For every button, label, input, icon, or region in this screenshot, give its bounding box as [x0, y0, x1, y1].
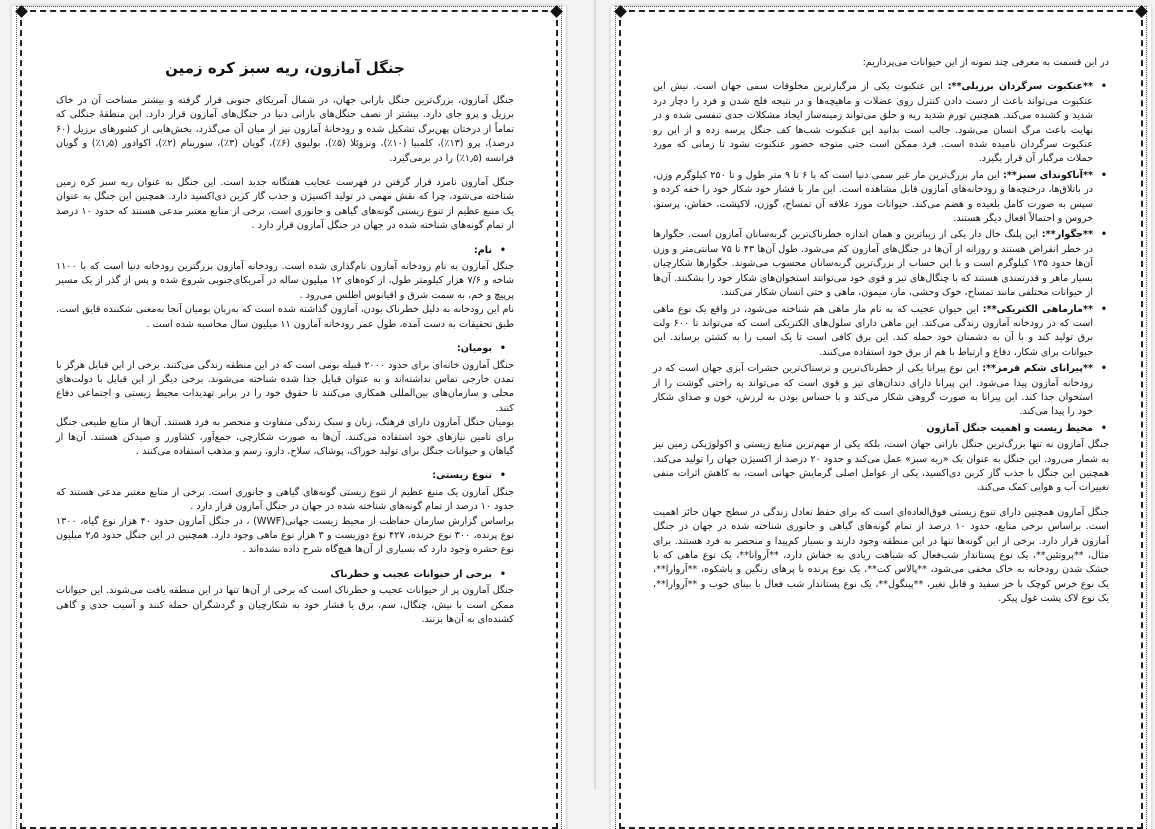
section-heading-environment: • محیط زیست و اهمیت جنگل آمازون [653, 422, 1109, 436]
animal-description: این حیوان عجیب که به نام مار ماهی هم شناخته می‌شود، در واقع یک نوع ماهی است که در رودخانه آمازون زندگی می‌کند. این ماهی دارای سلول‌های الکتریکی است که می‌تواند تا ۶۰۰ ولت برق تولید کند و با آن به دشمنان خود حمله کند. این برق کافی است تا یک اسب را به کشتن برساند. این حیوانات برای شکار، دفاع و ارتباط با هم از برق خود استفاده می‌کنند. [653, 303, 1093, 358]
animal-name: **مارماهی الکتریکی**: [982, 303, 1094, 315]
animals-intro: در این قسمت به معرفی چند نمونه از این حیوانات می‌پردازیم: [862, 57, 1109, 68]
section-paragraph: نام این رودخانه به دلیل خطرناک بودن، آمازون گذاشته شده است که به‌زبان بومیان آنجا به‌معنی شکننده قایق است. طبق تحقیقات به دست آمده، طول عمر رودخانه آمازون ۱۱ میلیون سال محاسبه شده است . [56, 304, 514, 330]
section-paragraph: بومیان جنگل آمازون دارای فرهنگ، زبان و سبک زندگی متفاوت و منحصر به فرد هستند. آن‌ها از منابع طبیعی جنگل برای تامین نیازهای خود استفاده می‌کنند. آن‌ها به صورت شکارچی، جمع‌آور، کشاورز و صیدکن هستند. آن‌ها از گیاهان و حیوانات جنگل برای تولید خوراک، پوشاک، سلاح، دارو، رسم و مذهب استفاده می‌کنند . [56, 417, 514, 457]
animal-name: **جگوار**: [1041, 229, 1093, 241]
section-heading-animals: • برخی از حیوانات عجیب و خطرناک [56, 568, 514, 582]
section-heading-natives: • بومیان: [56, 342, 514, 356]
animal-item [653, 169, 1109, 227]
page-content [56, 56, 514, 637]
animal-item [653, 80, 1109, 166]
animal-name: **پیرانای شکم قرمز**: [982, 363, 1093, 375]
section-paragraph: جنگل آمازون به نام رودخانه آمازون نام‌گذاری شده است. رودخانه آمازون بزرگترین رودخانه دنیا است که با ۱۱۰۰ شاخه و ۷/۶ هزار کیلومتر طول، از کوه‌های ۱۲ میلیون ساله در آمریکای‌جنوبی شروع شده و پس از گذر از یک مسیر پرپیچ و خم، به سمت شرق و اقیانوس اطلس می‌رود . [56, 261, 514, 301]
animal-description: این مار بزرگ‌ترین مار غیر سمی دنیا است که با ۶ تا ۹ متر طول و تا ۲۵۰ کیلوگرم وزن، در باتلاق‌ها، درختچه‌ها و رودخانه‌های آمازون قابل مشاهده است. این مار با فشار خود شکار خود را خفه کرده و سپس به صورت کامل بلعیده و هضم می‌کند. حیوانات مورد علاقه آن تمساح، گوزن، لاکپشت، خفاش، پرستو، خروس و احتمالاً افعال دیگر هستند. [653, 169, 1093, 225]
section-heading-biodiversity: • تنوع زیستی: [56, 469, 514, 483]
animal-description: این نوع پیرانا یکی از خطرناک‌ترین و ترسناک‌ترین حشرات آبزی جهان است که در رودخانه آمازون پیدا می‌شود. این پیرانا دارای دندان‌های تیز و قوی است که می‌تواند به راحتی گوشت را از استخوان جدا کند. این پیرانا به صورت گروهی شکار می‌کند و با حساس بودن به لرزش، خون و صدای شکار خود را پیدا می‌کند. [653, 363, 1093, 418]
animal-name: **عنکبوت سرگردان برزیلی**: [947, 81, 1093, 93]
document-page-left [12, 6, 566, 829]
animal-name: **آناکوندای سبز**: [1002, 169, 1093, 181]
animal-item [653, 228, 1109, 300]
animal-description: این پلنگ خال دار یکی از زیباترین و همان اندازه خطرناک‌ترین گربه‌سانان آمازون است. جگوارها در خطر انقراض هستند و روزانه از آن‌ها در جنگل‌های آمازون کم می‌شود. طول آن‌ها ۴۳ تا ۷۵ سانتی‌متر و وزن آن‌ها حدود ۱۳۵ کیلوگرم است و با این حساب از بزرگ‌ترین گربه‌سانان محسوب می‌شوند. جگوارها شکارچیان بسیار ماهر و قدرتمندی هستند که با چنگال‌های تیز و قوی خود می‌توانند استخوان‌های شکار خود را بشکنند. آن‌ها از حیوانات مختلفی مانند تمساح، خوک وحشی، مار، میمون، ماهی و حتی انسان شکار می‌کنند. [653, 229, 1094, 299]
intro-paragraph: جنگل آمازون، بزرگ‌ترین جنگل بارانی جهان، در شمال آمریکای جنوبی قرار گرفته و بیشتر مساحت آن در خاک برزیل و پرو جای دارد. بیشتر از نصف جنگل‌های بارانی دنیا در جنگل‌های آمازون قرار دارد. این منطقهٔ جنگلی که تماماً از درختان پهن‌برگ تشکیل شده و رودخانهٔ آمازون نیز از میان آن می‌گذرد، بخش‌هایی از کشورهای برزیل (۶۰ درصد)، پرو (۱۳٪)، کلمبیا (۱۰٪)، ونزوئلا (۵٪)، بولیوی (۶٪)، گویان (۳٪)، سورینام (۲٪)، اکوادور (۱٫۵٪) و گویان فرانسه (۱٫۵٪) را در برمی‌گیرد. [56, 95, 515, 164]
section-paragraph: جنگل آمازون خانه‌ای برای حدود ۲۰۰۰ قبیله بومی است که در این منطقه زندگی می‌کنند. برخی از این قبایل هرگز با تمدن خارجی تماس نداشته‌اند و به عنوان قبایل جدا شده شناخته می‌شوند. برخی دیگر از این قبایل با دولت‌های محلی و سازمان‌های بین‌المللی همکاری می‌کنند تا حقوق خود را در برابر تهدیدات محیط زیستی و اجتماعی دفاع کنند. [56, 359, 515, 414]
animal-item [653, 362, 1109, 420]
environment-paragraph: جنگل آمازون همچنین دارای تنوع زیستی فوق‌العاده‌ای است که برای حفظ تعادل زندگی در سطح جهان حائز اهمیت است. براساس برخی منابع، حدود ۱۰ درصد از تمام گونه‌های گیاهی و جانوری شناخته شده در جهان در جنگل آمازون قرار دارد. برخی از این گونه‌ها تنها در این منطقه وجود دارند و بسیار کم‌پیدا و منحصر به فرد هستند. برای مثال، **پروتئین**، یک نوع پستاندار شب‌فعال که شباهت زیادی به خفاش دارد، **آروانا**، یک نوع ماهی که با خشک شدن رودخانه به خاک مخفی می‌شود، **پالاس کت**، یک نوع پرنده با پرهای رنگین و باشکوه، **آروارا**، یک نوع خرس کوچک با خز سفید و قابل تغیر، **پینگول**، یک نوع پستاندار شب فعال با بینای خوب و **آروارا**، یک نوع لاک پشت غول پیکر. [653, 506, 1109, 605]
environment-paragraph: جنگل آمازون نه تنها بزرگ‌ترین جنگل بارانی جهان است، بلکه یکی از مهم‌ترین منابع زیستی و اکولوژیکی زمین نیز به شمار می‌رود. این جنگل به عنوان یک «ریه سبز» عمل می‌کند و حدود ۲۰ درصد از اکسیژن جهان را تولید می‌کند. همچنین این جنگل با جذب گاز کربن دی‌اکسید، یکی از عوامل اصلی گرمایش جهانی است، به کاهش اثرات منفی تغییرات آب و هوایی کمک می‌کند. [653, 439, 1109, 494]
section-heading-name: • نام: [56, 244, 514, 258]
animal-item [653, 303, 1109, 361]
section-paragraph: براساس گزارش سازمان حفاظت از محیط زیست جهانی(WWF) ، در جنگل آمازون حدود ۴۰ هزار نوع گیاه، ۱۳۰۰ نوع پرنده، ۳۰۰ نوع خزنده، ۴۲۷ نوع دوزیست و ۳ هزار نوع ماهی وجود دارد. همچنین در این جنگل حدود ۲٫۵ میلیون نوع حشره وجود دارد که بسیاری از آن‌ها هیچ‌گاه شرح داده نشده‌اند . [56, 515, 514, 556]
section-paragraph: جنگل آمازون پر از حیوانات عجیب و خطرناک است که برخی از آن‌ها تنها در این منطقه یافت می‌شوند. این حیوانات ممکن است با نیش، چنگال، سم، برق یا فشار خود به شکارچیان و گردشگران حمله کنند و آسیب جدی و گاهی کشنده‌ای به آن‌ها بزنند. [56, 585, 514, 625]
intro-paragraph: جنگل آمازون نامزد قرار گرفتن در فهرست عجایب هفتگانه جدید است. این جنگل به عنوان ریه سبز کره زمین شناخته می‌شود، چرا که نقش مهمی در تولید اکسیژن و جذب گاز کربن دی‌اکسید دارد. همچنین این جنگل به عنوان یک منبع عظیم از تنوع زیستی گونه‌های گیاهی و جانوری است. برخی از منابع معتبر مدعی هستند که حدود ۱۰ درصد از تمام گونه‌های شناخته شده در جهان در جنگل آمازون قرار دارد . [56, 177, 514, 232]
page-gap [594, 0, 596, 789]
document-page-right [611, 6, 1151, 829]
section-paragraph: جنگل آمازون یک منبع عظیم از تنوع زیستی گونه‌های گیاهی و جانوری است. برخی از منابع معتبر مدعی هستند که حدود ۱۰ درصد از تمام گونه‌های شناخته شده در جهان در جنگل آمازون قرار دارد . [56, 486, 514, 513]
page-content [653, 56, 1109, 617]
document-title: جنگل آمازون، ریه سبز کره زمین [165, 59, 405, 77]
animal-description: این عنکبوت یکی از مرگبارترین مخلوقات سمی جهان است. نیش این عنکبوت می‌تواند باعث از دست دادن کنترل روی عضلات و ماهیچه‌ها و در نتیجه فلج شدن و فرد را دچار درد شدید و کشنده می‌کند. همچنین تورم شدید ریه و حلق می‌تواند زمینه‌ساز ایجاد مشکلات جدی تنفسی شده و در نهایت باعث مرگ انسان می‌شود. جالب است بدانید این عنکبوت شب‌ها کف جنگل پرسه زده و از این رو عنکبوت سرگردان نامیده شده است. فرد ممکن است حتی متوجه حضور عنکبوت نشود تا زمانی که مورد حملات مرگبار آن قرار بگیرد. [653, 81, 1093, 165]
